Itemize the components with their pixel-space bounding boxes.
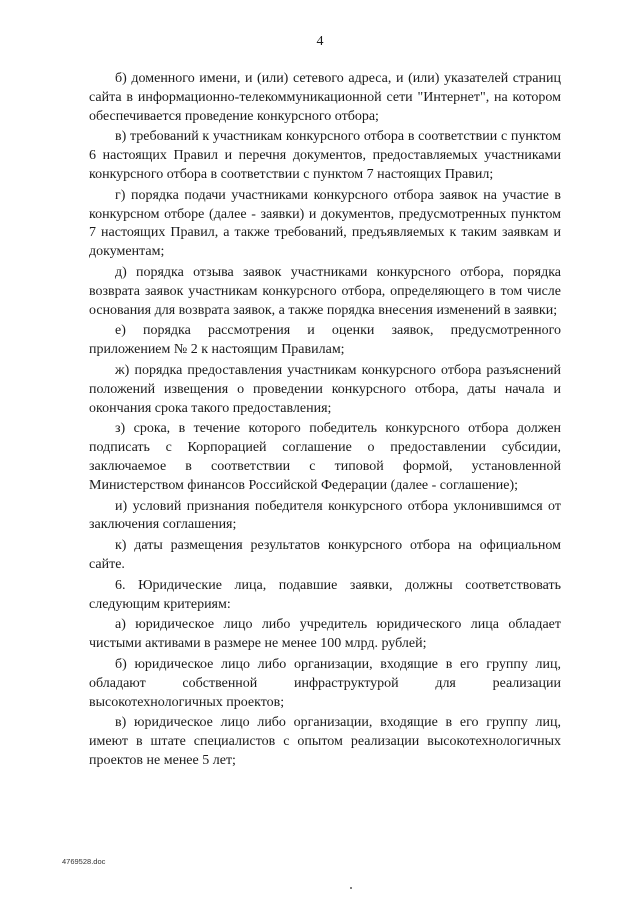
paragraph-b-infrastructure: б) юридическое лицо либо организации, входящие в его группу лиц, обладают собственной инфраструктурой для реализации высокотехнологичных проектов; xyxy=(89,656,561,710)
footer-doc-code: 4769528.doc xyxy=(62,857,106,866)
paragraph-a-net-assets: а) юридическое лицо либо учредитель юридического лица обладает чистыми активами в размере не менее 100 млрд. рублей; xyxy=(89,617,561,652)
document-body xyxy=(89,70,561,773)
scan-speck xyxy=(350,887,352,889)
paragraph-zh-clarifications: ж) порядка предоставления участникам конкурсного отбора разъяснений положений извещения о проведении конкурсного отбора, даты начала и окончания срока такого предоставления; xyxy=(89,362,561,416)
paragraph-g-submission-order: г) порядка подачи участниками конкурсного отбора заявок на участие в конкурсном отборе (далее - заявки) и документов, предусмотренных пунктом 7 настоящих Правил, а также требований, предъявляемых к таким заявкам и документам; xyxy=(89,187,561,260)
paragraph-v-requirements: в) требований к участникам конкурсного отбора в соответствии с пунктом 6 настоящих Правил и перечня документов, предоставляемых участниками конкурсного отбора в соответствии с пунктом 7 настоящих Правил; xyxy=(89,129,561,182)
paragraph-z-signing-term: з) срока, в течение которого победитель конкурсного отбора должен подписать с Корпорацией соглашение о предоставлении субсидии, заключаемое в соответствии с типовой формой, установленной Министерством финансов Российской Федерации (далее - соглашение); xyxy=(89,421,561,493)
paragraph-k-results-date: к) даты размещения результатов конкурсного отбора на официальном сайте. xyxy=(89,538,561,572)
paragraph-v-specialists: в) юридическое лицо либо организации, входящие в его группу лиц, имеют в штате специалистов с опытом реализации высокотехнологичных проектов не менее 5 лет; xyxy=(89,715,561,768)
paragraph-d-withdrawal-order: д) порядка отзыва заявок участниками конкурсного отбора, порядка возврата заявок участникам конкурсного отбора, определяющего в том числе основания для возврата заявок, а также порядка внесения изменений в заявки; xyxy=(89,264,561,318)
paragraph-6-criteria: 6. Юридические лица, подавшие заявки, должны соответствовать следующим критериям: xyxy=(89,577,561,612)
paragraph-b-domain: б) доменного имени, и (или) сетевого адреса, и (или) указателей страниц сайта в информационно-телекоммуникационной сети "Интернет", на котором обеспечивается проведение конкурсного отбора; xyxy=(89,71,561,124)
page-number: 4 xyxy=(316,34,324,49)
paragraph-i-evasion-conditions: и) условий признания победителя конкурсного отбора уклонившимся от заключения соглашения; xyxy=(89,498,561,533)
paragraph-e-review-order: е) порядка рассмотрения и оценки заявок, предусмотренного приложением № 2 к настоящим Правилам; xyxy=(89,323,561,358)
